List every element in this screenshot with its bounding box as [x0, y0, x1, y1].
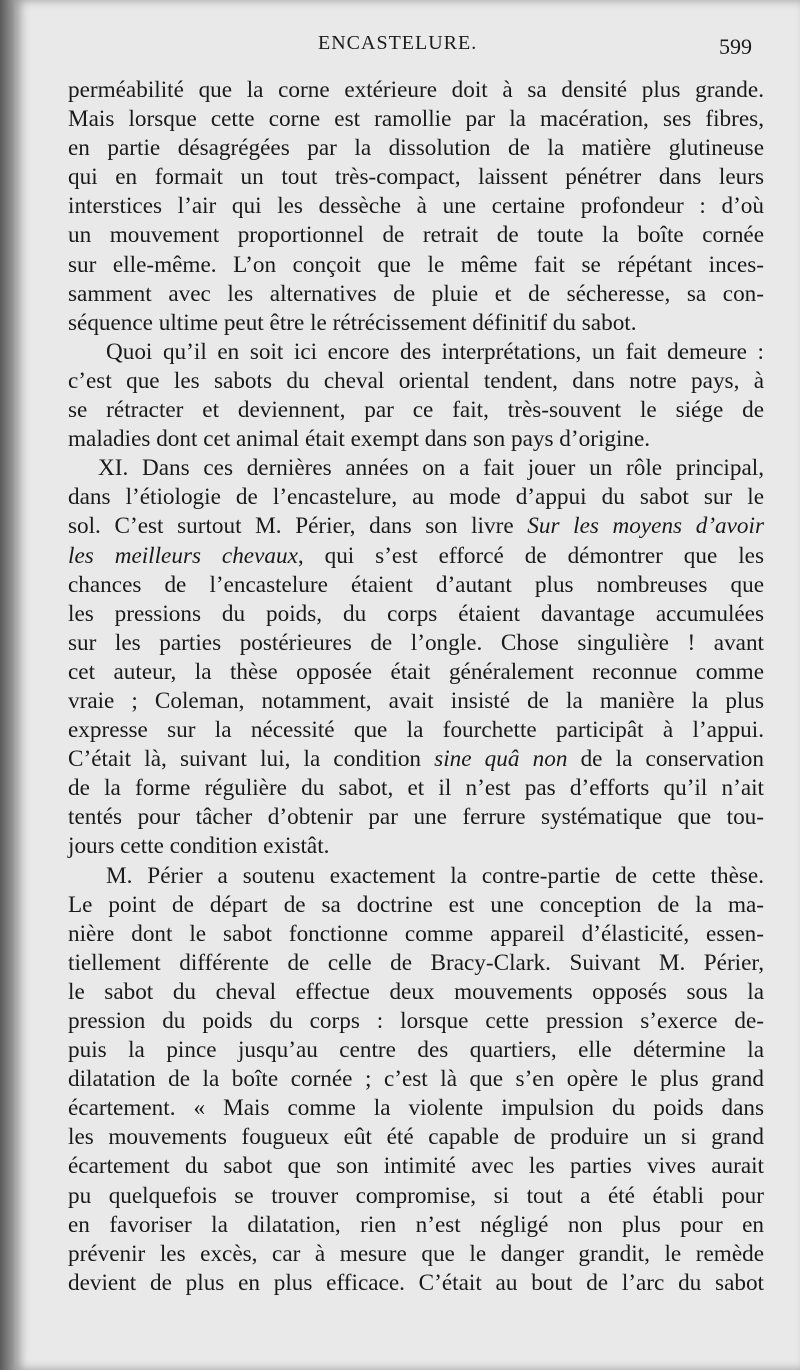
text-line [68, 512, 764, 541]
text-line: XI. Dans ces dernières années on a fait jouer un rôle principal, [98, 455, 764, 482]
text-line: maladies dont cet animal était exempt dans son pays d’origine. [68, 426, 651, 453]
page-binding-edge [0, 0, 14, 1370]
text-line: pression du poids du corps : lorsque cette pression s’exerce de- [68, 1008, 764, 1034]
text-line: de la forme régulière du sabot, et il n’est pas d’efforts qu’il n’ait [68, 775, 764, 802]
text-line: en favoriser la dilatation, rien n’est négligé non plus pour en [68, 1211, 764, 1238]
text-line: un mouvement proportionnel de retrait de toute la boîte cornée [68, 222, 764, 249]
text-line: dans l’étiologie de l’encastelure, au mode d’appui du sabot sur le [68, 484, 764, 511]
text-line: tiellement différente de celle de Bracy-Clark. Suivant M. Périer, [68, 949, 764, 976]
text-line: samment avec les alternatives de pluie et de sécheresse, sa con- [68, 280, 764, 307]
text-line: interstices l’air qui les dessèche à une certaine profondeur : d’où [68, 193, 764, 220]
text-line: devient de plus en plus efficace. C’était au bout de l’arc du sabot [68, 1269, 764, 1296]
text-line: les pressions du poids, du corps étaient davantage accumulées [68, 600, 764, 627]
text-line: écartement. « Mais comme la violente impulsion du poids dans [68, 1095, 764, 1122]
text-line: sur les parties postérieures de l’ongle. Chose singulière ! avant [68, 629, 764, 656]
text-line: sur elle-même. L’on conçoit que le même fait se répétant inces- [68, 251, 764, 278]
italic-title: Sur les moyens d’avoir [527, 513, 764, 540]
text-line: le sabot du cheval effectue deux mouvements opposés sous la [68, 978, 764, 1005]
text-line: qui en formait un tout très-compact, laissent pénétrer dans leurs [68, 164, 764, 191]
body-text [68, 76, 764, 1298]
text-line: perméabilité que la corne extérieure doit à sa densité plus grande. [68, 77, 764, 103]
text-line [68, 542, 764, 571]
text-line: vraie ; Coleman, notamment, avait insisté de la manière la plus [68, 687, 764, 714]
text-line: pu quelquefois se trouver compromise, si tout a été établi pour [68, 1182, 764, 1209]
text-line: Quoi qu’il en soit ici encore des interprétations, un fait demeure : [106, 338, 764, 365]
text-line: expresse sur la nécessité que la fourchette participât à l’appui. [68, 717, 764, 744]
text-run: C’était là, suivant lui, la condition [68, 746, 435, 773]
text-run: sol. C’est surtout M. Périer, dans son livre [68, 513, 528, 540]
text-line: Mais lorsque cette corne est ramollie par la macération, ses fibres, [68, 106, 764, 133]
text-run: de la conservation [567, 746, 764, 773]
book-page [14, 0, 800, 1370]
text-line: cet auteur, la thèse opposée était généralement reconnue comme [68, 658, 764, 685]
italic-phrase: sine quâ non [434, 746, 568, 773]
text-line [68, 745, 764, 774]
text-line: écartement du sabot que son intimité avec les parties vives aurait [68, 1153, 764, 1180]
text-line: les mouvements fougueux eût été capable de produire un si grand [68, 1124, 764, 1151]
text-line: nière dont le sabot fonctionne comme appareil d’élasticité, essen- [68, 920, 764, 947]
text-line: prévenir les excès, car à mesure que le danger grandit, le remède [68, 1240, 764, 1267]
text-line: en partie désagrégées par la dissolution de la matière glutineuse [68, 135, 764, 162]
page-number: 599 [719, 34, 752, 59]
text-line: c’est que les sabots du cheval oriental tendent, dans notre pays, à [68, 367, 764, 394]
text-run: , qui s’est efforcé de démontrer que les [297, 542, 764, 569]
running-head [14, 32, 800, 62]
text-line: jours cette condition existât. [68, 833, 330, 860]
text-line: dilatation de la boîte cornée ; c’est là que s’en opère le plus grand [68, 1066, 764, 1093]
italic-title: les meilleurs chevaux [68, 542, 298, 569]
text-line: puis la pince jusqu’au centre des quartiers, elle détermine la [68, 1037, 764, 1064]
text-line: Le point de départ de sa doctrine est une conception de la ma- [68, 891, 764, 918]
text-line: se rétracter et deviennent, par ce fait, très-souvent le siége de [68, 397, 764, 424]
running-title: ENCASTELURE. [318, 32, 478, 54]
text-line: séquence ultime peut être le rétrécissement définitif du sabot. [68, 309, 637, 336]
text-line: M. Périer a soutenu exactement la contre-partie de cette thèse. [106, 862, 764, 889]
text-line: chances de l’encastelure étaient d’autant plus nombreuses que [68, 571, 764, 598]
text-line: tentés pour tâcher d’obtenir par une ferrure systématique que tou- [68, 804, 764, 831]
